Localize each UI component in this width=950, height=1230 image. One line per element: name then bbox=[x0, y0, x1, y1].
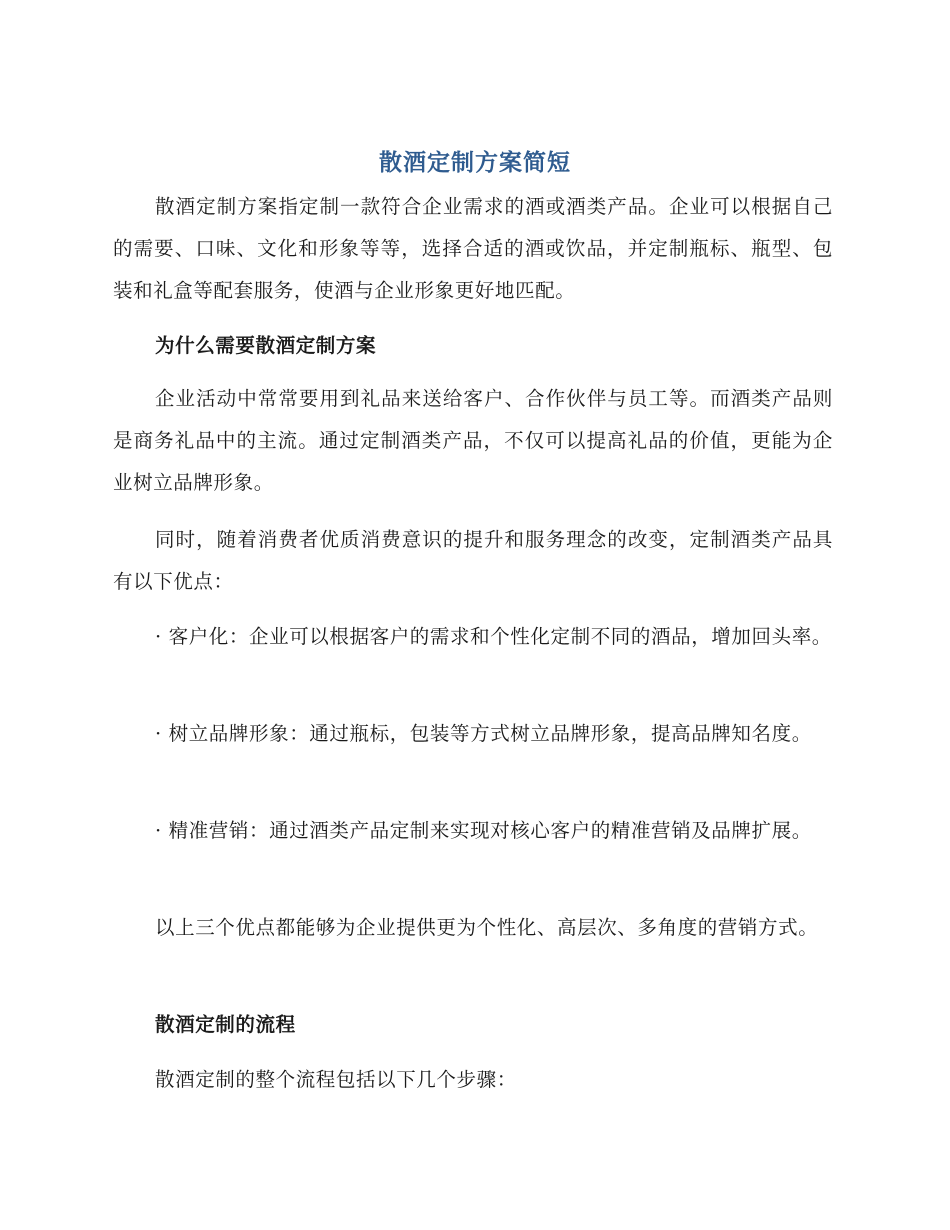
intro-paragraph: 散酒定制方案指定制一款符合企业需求的酒或酒类产品。企业可以根据自己的需要、口味、文化和形象等等，选择合适的酒或饮品，并定制瓶标、瓶型、包装和礼盒等配套服务，使酒与企业形象更好地匹配。 bbox=[113, 195, 833, 302]
why-paragraph-2: 同时，随着消费者优质消费意识的提升和服务理念的改变，定制酒类产品具有以下优点： bbox=[113, 528, 833, 593]
bullet-item-customization: · 客户化：企业可以根据客户的需求和个性化定制不同的酒品，增加回头率。 bbox=[155, 625, 832, 648]
section-heading-process: 散酒定制的流程 bbox=[155, 1013, 296, 1036]
bullet-item-precision-marketing: · 精准营销：通过酒类产品定制来实现对核心客户的精准营销及品牌扩展。 bbox=[155, 819, 812, 842]
why-paragraph-3: 以上三个优点都能够为企业提供更为个性化、高层次、多角度的营销方式。 bbox=[155, 916, 819, 939]
why-paragraph-1: 企业活动中常常要用到礼品来送给客户、合作伙伴与员工等。而酒类产品则是商务礼品中的主流。通过定制酒类产品，不仅可以提高礼品的价值，更能为企业树立品牌形象。 bbox=[113, 387, 833, 494]
section-heading-why: 为什么需要散酒定制方案 bbox=[155, 334, 377, 357]
document-title: 散酒定制方案简短 bbox=[379, 150, 571, 176]
bullet-item-brand-image: · 树立品牌形象：通过瓶标，包装等方式树立品牌形象，提高品牌知名度。 bbox=[155, 722, 812, 745]
process-paragraph-1: 散酒定制的整个流程包括以下几个步骤： bbox=[155, 1068, 517, 1091]
